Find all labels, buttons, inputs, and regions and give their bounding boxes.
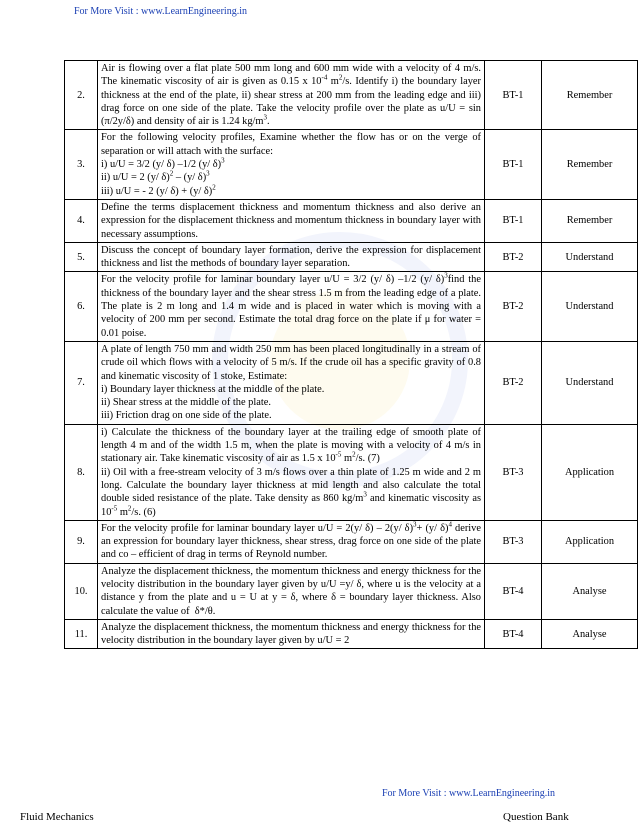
question-text: For the velocity profile for laminar boundary layer u/U = 2(y/ δ) – 2(y/ δ)$^3$+ (y/ δ)$^4$ derive an expression for boundary layer thickness, shear stress, drag force on one side of the plate and co – efficient of drag in terms of Reynold number.	[98, 520, 485, 563]
question-row	[65, 199, 638, 242]
question-row	[65, 563, 638, 619]
question-number: 11.	[65, 619, 98, 649]
bloom-level-code: BT-2	[485, 341, 542, 424]
question-number: 10.	[65, 563, 98, 619]
question-number: 5.	[65, 242, 98, 272]
question-number: 4.	[65, 199, 98, 242]
question-number: 8.	[65, 424, 98, 520]
competence-level: Remember	[542, 61, 638, 130]
competence-level: Understand	[542, 272, 638, 341]
bloom-level-code: BT-1	[485, 130, 542, 199]
question-row	[65, 341, 638, 424]
question-text: Discuss the concept of boundary layer formation, derive the expression for displacement thickness and list the methods of boundary layer separation.	[98, 242, 485, 272]
question-text: Air is flowing over a flat plate 500 mm long and 600 mm wide with a velocity of 4 m/s. The kinematic viscosity of air is given as 0.15 x $10^{-4}$ $m^2/s$. Identify i) the boundary layer thickness at the end of the plate, ii) shear stress at 200 mm from the leading edge and iii) drag force on one side of the plate. Take the velocity profile over the plate as u/U = sin (π/2y/δ) and density of air is 1.24 $kg/m^3$.	[98, 61, 485, 130]
footer-doc-type: Question Bank	[503, 811, 569, 823]
question-row	[65, 61, 638, 130]
question-number: 6.	[65, 272, 98, 341]
competence-level: Understand	[542, 341, 638, 424]
question-bank-table	[64, 60, 638, 649]
header-website-link[interactable]: For More Visit : www.LearnEngineering.in	[74, 6, 247, 17]
competence-level: Remember	[542, 199, 638, 242]
question-text: For the velocity profile for laminar boundary layer u/U = 3/2 (y/ δ) –1/2 (y/ δ)$^3$find the thickness of the boundary layer and the shear stress 1.5 m from the leading edge of a plate. The plate is 2 m long and 1.4 m wide and is placed in water which is moving with a velocity of 200 mm per second. Estimate the total drag force on the plate if μ for water = 0.01 poise.	[98, 272, 485, 341]
question-number: 9.	[65, 520, 98, 563]
question-row	[65, 130, 638, 199]
bloom-level-code: BT-3	[485, 520, 542, 563]
footer-subject: Fluid Mechanics	[20, 811, 94, 823]
bloom-level-code: BT-3	[485, 424, 542, 520]
question-number: 7.	[65, 341, 98, 424]
question-text: A plate of length 750 mm and width 250 mm has been placed longitudinally in a stream of crude oil which flows with a velocity of 5 m/s. If the crude oil has a specific gravity of 0.8 and kinematic viscosity of 1 stoke, Estimate: i) Boundary layer thickness at the middle of the plate. ii) Shear stress at the middle of the plate. iii) Friction drag on one side of the plate.	[98, 341, 485, 424]
bloom-level-code: BT-1	[485, 199, 542, 242]
question-text: Analyze the displacement thickness, the momentum thickness and energy thickness for the velocity distribution in the boundary layer given by u/U = 2	[98, 619, 485, 649]
bloom-level-code: BT-4	[485, 619, 542, 649]
competence-level: Remember	[542, 130, 638, 199]
competence-level: Analyse	[542, 619, 638, 649]
footer-website-link[interactable]: For More Visit : www.LearnEngineering.in	[382, 788, 555, 799]
question-number: 2.	[65, 61, 98, 130]
question-row	[65, 520, 638, 563]
question-row	[65, 619, 638, 649]
question-row	[65, 272, 638, 341]
bloom-level-code: BT-1	[485, 61, 542, 130]
competence-level: Application	[542, 520, 638, 563]
question-text: i) Calculate the thickness of the boundary layer at the trailing edge of smooth plate of length 4 m and of the width 1.5 m, when the plate is moving with a velocity of 4 m/s in stationary air. Take kinematic viscosity of air as 1.5 x $10^{-5}$ $m^2/s$. (7) ii) Oil with a free-stream velocity of 3 m/s flows over a thin plate of 1.25 m wide and 2 m long. Calculate the boundary layer thickness at mid length and also calculate the total double sided resistance of the plate. Take density as 860 $kg/m^3$ and kinematic viscosity as $10^{-5}$ $m^2/s$. (6)	[98, 424, 485, 520]
bloom-level-code: BT-2	[485, 272, 542, 341]
question-row	[65, 242, 638, 272]
question-text: For the following velocity profiles, Examine whether the flow has or on the verge of separation or will attach with the surface: i) u/U = 3/2 (y/ δ) –1/2 (y/ δ)$^3$ ii) u/U = 2 (y/ δ)$^2$ – (y/ δ)$^3$ iii) u/U = - 2 (y/ δ) + (y/ δ)$^2$	[98, 130, 485, 199]
competence-level: Application	[542, 424, 638, 520]
competence-level: Understand	[542, 242, 638, 272]
question-number: 3.	[65, 130, 98, 199]
question-text: Define the terms displacement thickness and momentum thickness and also derive an expression for the displacement thickness and momentum thickness in boundary layer with necessary assumptions.	[98, 199, 485, 242]
bloom-level-code: BT-4	[485, 563, 542, 619]
question-text: Analyze the displacement thickness, the momentum thickness and energy thickness for the velocity distribution in the boundary layer given by u/U =y/ δ, where u is the velocity at a distance y from the plate and u = U at y = δ, where δ = boundary layer thickness. Also calculate the value of δ*/θ.	[98, 563, 485, 619]
question-row	[65, 424, 638, 520]
bloom-level-code: BT-2	[485, 242, 542, 272]
competence-level: Analyse	[542, 563, 638, 619]
